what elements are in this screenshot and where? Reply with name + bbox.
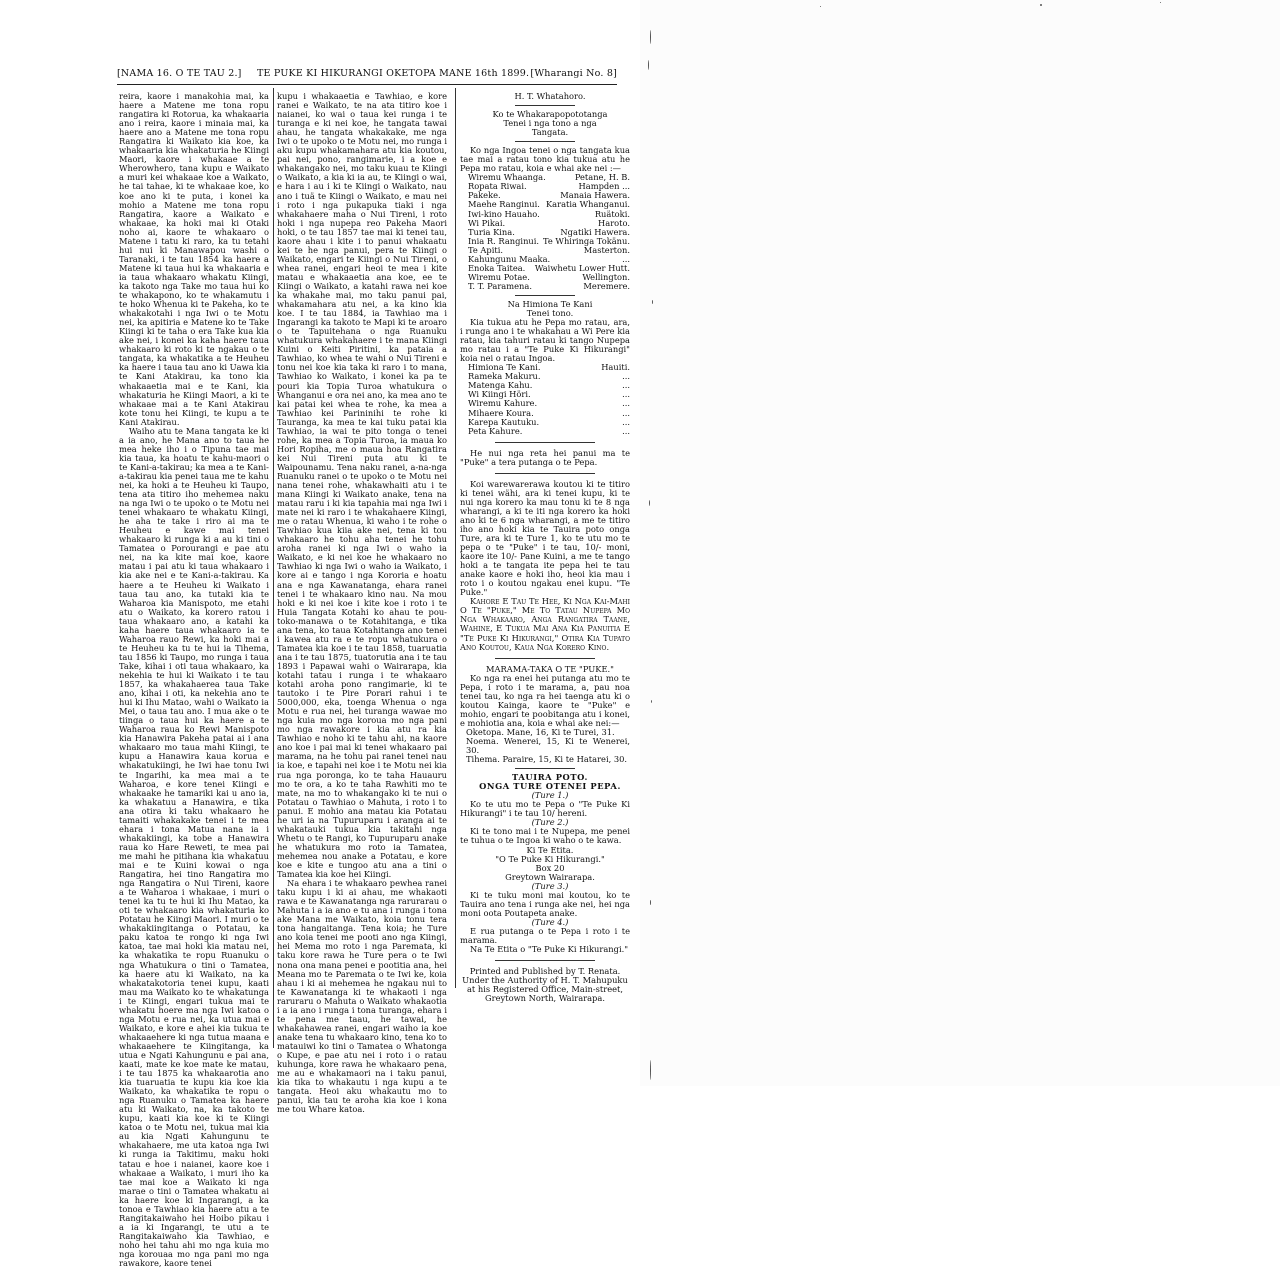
- rule-label: (Ture 4.): [531, 916, 569, 927]
- subscriber-list: [460, 173, 630, 291]
- address-line: "O Te Puke Ki Hikurangi.": [495, 853, 605, 864]
- rules-title: TAUIRA POTO.: [512, 772, 588, 783]
- subscriber-list: [460, 363, 630, 435]
- calendar-intro: Ko nga ra enei hei putanga atu mo te Pepa, i roto i te marama, a, pau noa tenei tau, ko nga ra hei taenga atu ki o koutou Kainga, kaore te "Puke" e mohio, engari te poobitanga atu i konei, e mohiotia ana, koia e whai ake nei:—: [460, 672, 630, 728]
- rule-label: (Ture 2.): [531, 817, 569, 828]
- list-item: T. T. Paramena. Meremere.: [468, 280, 630, 291]
- address-line: Ki Te Etita.: [526, 844, 574, 855]
- column-rule-2: [455, 88, 456, 988]
- notices-column: [460, 91, 630, 1004]
- divider: [515, 295, 575, 296]
- article-paragraph: Na ehara i te whakaaro pewhea ranei taku kupu i ki ai ahau, me whakaoti rawa e te Kawanatanga nga rarurarau o Mahuta i a ia ano e tu ana i runga i tona ake Mana me Waikato, koia tonu tera tona hangaitanga. Tena koia; he Ture ano koia tenei me pooti ano nga Kiingi, hei Mema mo roto i nga Paremata, ki taku kore rawa he Ture pera o te Iwi nona ona mana penei e pootitia ana, hei Meana mo te Paremata o te Iwi ke, koia ahau i ki ai mehemea he ngakau nui to te Kawanatanga ki te whakaoti i nga raruraru o Mahuta o Waikato whakaotia i a ia ano i runga i tona turanga, ehara i te pena me taau, he tawai, he whakahawea ranei, engari waiho ia koe anake tena tu whakaaro kino, tena ko to matauiwi ko tini o Tamatea o Whatonga o Kupe, e pae atu nei i roto i o ratau kuhunga, kore rawa he whakaaro pena, me au e whakamaori na i taku panui, kia tika to whakautu i nga kupu a te tangata. Heoi aku whakautu mo to panui, kia tau te aroha kia koe i kona me tou Whare katoa.: [277, 878, 447, 1115]
- calendar-title: MARAMA-TAKA O TE "PUKE.": [486, 663, 614, 674]
- list-item: Wi Pikai. Haroto.: [468, 217, 630, 228]
- editor-signoff: Na Te Etita o "Te Puke Ki Hikurangi.": [470, 944, 629, 955]
- list-item: Oketopa. Mane, 16, Ki te Turei, 31.: [466, 726, 615, 737]
- notice-title: Ko te Whakarapopototanga: [492, 109, 608, 120]
- header-rule: [117, 84, 617, 85]
- article-paragraph: reira, kaore i manakohia mai, ka haere a Matene me tona ropu rangatira ki Rotorua, ka whakaaria ano i reira, kaore i minaia mai, ka haere ano a Matene me tona ropu Rangatira ki Waikato kia koe, ka whakaaria kia whakaturia he Kiingi Maori, kaore i whakaae a te Wherowhero, tana kupu e Waikato a muri kei whakaae koe a Waikato, he tai tahae, ki te whakaae koe, ko koe ano ki te puta, i konei ka mohio a Matene me tona ropu Rangatira, kaore a Waikato e whakaae, ka hoki mai ki Otaki noho ai, kaore te whakaaro o Matene i tatu ki raro, ka tu tetahi hui nui ki Manawapou washi o Taranaki, i te tau 1854 ka haere a Matene ki taua hui ka whakaaria e ia taua whakaaro whakatu Kiingi, ka takoto nga Take mo taua hui ko te whakapono, ko te whakamutu i te hoko Whenua ki te Pakeha, ko te whakakotahi i nga Iwi o te Motu nei, ka apitiria e Matene ko te Take Kiingi ki te taha o era Take kua kia ake nei, i konei ka kaha haere taua whakaaro ki roto ki te ngakau o te tangata, ka whakatika a te Heuheu ka haere i taua tau ano ki Uawa kia te Kani Atakirau, ka tono kia whakaaetia mai e te Kani, kia whakaturia he Kiingi Maori, a ki te whakaae mai a te Kani Atakirau kote tonu hei Kiingi, te kupu a te Kani Atakirau.: [119, 91, 269, 427]
- rule-text: Ki te tuku moni mai koutou, ko te Tauira ano tena i runga ake nei, hei nga moni oota Poutapeta anake.: [460, 889, 630, 918]
- article-paragraph: Waiho atu te Mana tangata ke ki a ia ano, he Mana ano to taua he mea heke iho i o Tipuna tae mai kia taua, ka hoatu te kahu-maori o te Kani-a-takirau; ka mea a te Kani-a-takirau kia penei taua me te kahu nei, ka hoki a te Heuheu ki Taupo, tena ata titiro iho mehemea naku na nga Iwi o te upoko o te Motu nei tenei whakaaro te whakatu Kiingi, he aha te take i riro ai ma te Heuheu e kawe mai tenei whakaaro ki runga ki a au ki tini o Tamatea o Porourangi e pae atu nei, na ka kite mai koe, kaore matau i pai atu ki taua whakaaro i kia ake nei e te Kani-a-takirau. Ka haere a te Heuheu ki Waikato i taua tau ano, ka tutaki kia te Waharoa kia Manispoto, me etahi atu o Waikato, ka korero ratou i taua whakaaro ano, a katahi ka kaha haere taua whakaaro ia te Waharoa rauo Rewi, ka hoki mai a te Heuheu ka tu te hui ia Tihema, tau 1856 ki Taupo, mo runga i taua Take, kihai i oti taua whakaaro, ka nekehia te hui ki Waikato i te tau 1857, ka whakahaerea taua Take ano, kihai i oti, ka nekehia ano te hui ki Ihu Matao, wahi o Waikato ia Mei, o taua tau ano. I mua ake o te tiinga o taua hui ka haere a te Waharoa raua ko Rewi Manispoto kia Hanawira Pakeha patai ai i ana whakaaro mo taua mahi Kiingi, te kupu a Hanawira kaua korua e whakatukiingi, he Iwi hae tonu Iwi te Ingarihi, ka mea mai a te Waharoa, e kore tenei Kiingi e whakaake he tamariki kai u ano ia, ka whakatuu a Hanawira, e tika ana otira ki taku whakaaro he tamaiti whakakake tenei i te mea ehara i tona Matua nana ia i whakakiingi, ka tobe a Hanawira raua ko Hare Reweti, te mea pai me mahi he pitihana kia whakatuu mai e te Kuini kowai o nga Rangatira, hei tino Rangatira mo nga Rangatira o Nui Tireni, kaore a te Waharoa i whakaae, i muri o tenei ka tu te hui ki Ihu Matao, ka oti te whakaaro kia whakaturia ko Potatau he Kiingi Maori. I muri o te whakakiingitanga o Potatau, ka paku katoa te rongo ki nga Iwi katoa, tae mai hoki kia matau nei, ka whakatika te ropu Ruanuku o nga Whatukura o tini o Tamatea, ka haere atu ki Waikato, na ka whakatakotoria tenei kupu, kaati mau ma Waikato ko te whakatunga i te Kiingi, engari tukua mai te whakatu hoere ma nga Iwi katoa o nga Motu e rua nei, ka utua mai e Waikato, e kore e ahei kia tukua te whakaaehere ki nga tutua maana e whakaaehere te Kiingitanga, ka utua e Ngati Kahungunu e pai ana, kaati, mate ke koe mate ke matau, i te tau 1875 ka whakaarotia ano kia tuaruatia te kupu kia koe kia Waikato, ka whakatika te ropu o nga Ruanuku o Tamatea ka haere atu ki Waikato, na, ka takoto te kupu, kaati kia koe ki te Kiingi katoa o te Motu nei, tukua mai kia au kia Ngati Kahungunu te whakahaere, me uta katoa nga Iwi ki runga ia Takitimu, maku hoki tatau e hoe i naianei, kaore koe i whakaae a Waikato, i muri iho ka tae mai koe a Waikato ki nga marae o tini o Tamatea whakatu ai ka haere koe ki Ingarangi, a ka tonoa e Tawhiao kia haere atu a te Rangitakaiwaho hei Hoibo pikau i a ia ki Ingarangi, te utu a te Rangitakaiwaho kia Tawhiao, e noho hei tahu ahi mo nga kuia mo nga korouaa mo nga pani mo nga rawakore, kaore tenei: [119, 425, 269, 1268]
- list-item: Te Apiti. Masterton.: [468, 244, 630, 255]
- list-item: Peta Kahure. ...: [468, 425, 630, 436]
- page-number: [Wharangi No. 8]: [530, 68, 617, 79]
- divider: [515, 768, 575, 769]
- list-item: Maehe Ranginui. Karatia Whanganui.: [468, 199, 630, 210]
- divider: [495, 473, 595, 474]
- imprint: Printed and Published by T. Renata. Under the Authority of H. T. Mahupuku at his Registered Office, Main-street, Greytown North, Wairarapa.: [462, 966, 628, 1004]
- address-line: Box 20: [535, 862, 565, 873]
- section-title: Na Himiona Te Kani: [507, 298, 593, 309]
- list-item: Mihaere Koura. ...: [468, 407, 630, 418]
- reminder-notice: Koi warewarerawa koutou ki te titiro ki tenei wähi, ara ki tenei kupu, ki te nui nga korero ka mau tonu ki te 8 nga wharangi, a ki te iti nga korero ka hoki ano ki te 6 nga wharangi, a me te titiro iho ano hoki kia te Tauira poto onga Ture, ara ki te Ture 1, ko te utu mo te pepa o te "Puke" i te tau, 10/- moni, kaore ite 10/- Pane Kuini, a me te tango hoki a te tangata ite pepa hei te tau anake kaore e hoki iho, heoi kia mau i roto i o koutou ngakau enei kupu. "Te Puke.": [460, 478, 630, 598]
- divider: [515, 105, 575, 106]
- letters-notice: He nui nga reta hei panui ma te "Puke" a tera putanga o te Pepa.: [460, 447, 630, 467]
- notice-intro: Ko nga Ingoa tenei o nga tangata kua tae mai a ratau tono kia tukua atu he Pepa mo ratau, koia e whai ake nei :—: [460, 145, 630, 174]
- masthead-title: TE PUKE KI HIKURANGI OKETOPA MANE 16th 1899.: [257, 68, 530, 79]
- list-item: Turia Kina. Ngatiki Hawera.: [468, 226, 630, 237]
- section-intro: Kia tukua atu he Pepa mo ratau, ara, i runga ano i te whakahau a Wi Pere kia ratau, kia tahuri ratau ki tango Nupepa mo ratau i a "Te Puke Ki Hikurangi" koia nei o ratau Ingoa.: [460, 317, 630, 364]
- list-item: Wiremu Potae. Wellington.: [468, 271, 630, 282]
- list-item: Wiremu Whaanga. Petane, H. B.: [468, 172, 630, 183]
- author-signature: H. T. Whatahoro.: [514, 91, 586, 101]
- editorial-notice: Kahore E Tau Te Hee, Ki Nga Kai-Mahi O Te "Puke," Me To Tatau Nupepa Mo Nga Whakaaro, Anga Rangatira Taane, Wahine, E Tukua Mai Ana Kia Panuitia E "Te Puke Ki Hikurangi," Otira Kia Tupato Ano Koutou, Kaua Nga Korero Kino.: [460, 596, 630, 652]
- address-line: Greytown Wairarapa.: [505, 871, 595, 882]
- divider: [515, 141, 575, 142]
- list-item: Inia R. Ranginui. Te Whiringa Tokänu.: [468, 235, 630, 246]
- list-item: Enoka Taitea. Waiwhetu Lower Hutt.: [468, 262, 630, 273]
- calendar-dates: [460, 728, 630, 764]
- column-rule-1: [273, 88, 274, 1048]
- article-paragraph: kupu i whakaaetia e Tawhiao, e kore ranei e Waikato, te na ata titiro koe i naianei, ko wai o taua kei runga i te turanga e ki nei koe, he tangata tawai ahau, he tangata whakakake, me nga Iwi o te upoko o te Motu nei, mo runga i aku kupu whakamahara atu kia koutou, pai nei, pono, rangimarie, i a koe e whakangako nei, mo taku kuau te Kiingi o Waikato, a kia ki ia au, te Kiingi o wai, e hara i au i ki te Kiingi o Waikato, nau ano i tuä te Kiingi o Waikato, e mau nei i roto i nga pukapuka tiaki i nga whakahaere maha o Nui Tireni, i roto hoki i nga nupepa reo Pakeha Maori hoki, o te tau 1857 tae mai ki tenei tau, kaore ahau i kite i to panui whakaatu kei te he nga panui, pera te Kiingi o Waikato, engari te Kiingi o Nui Tireni, o whea ranei, engari heoi te mea i kite matau e whakaaetia ana koe, ee te Kiingi o Waikato, a katahi rawa nei koe ka whakahe mai, mo taku panui pai, whakamahara atu nei, a ka kino kia koe. I te tau 1884, ia Tawhiao ma i Ingarangi ka takoto te Mapi ki te aroaro o te Tapuitehana o nga Ruanuku whatukura whakahaere i te mana Kiingi Kuini o Keiti Piritini, ka pataia a Tawhiao, ko whea te wahi o Nui Tireni e tonu nei koe kia taka ki raro i to mana, Tawhiao ko Waikato, i konei ka pa te pouri kia Topia Turoa whatukura o Whanganui e ora nei ano, ka mea ano te kai patai kei whea te rohe, ka mea a Tawhiao kei Parininihi te rohe ki Tauranga, ka mea te kai tuku patai kia Tawhiao, ia wai te pito tonga o tenei rohe, ka mea a Topia Turoa, ia maua ko Hori Ropiha, me o maua hoa Rangatira kei Nui Tireni puta atu ki te Waipounamu. Tena naku ranei, a-na-nga Ruanuku ranei o te upoko o te Motu nei nana tenei rohe, whakawhaiti atu i te mana Kiingi ki Waikato anake, tena na matau raru i ki kia tapahia mai nga Iwi i mate nei ki raro i te whakahaere Kiingi, me o ratau Whenua, ki waho i te rohe o Tawhiao kua kiia ake nei, tena ki tou whakaaro he tohu aha tenei he tohu aroha ranei ki nga Iwi o waho ia Waikato, e ki nei koe he whakaaro no Tawhiao ki nga Iwi o waho ia Waikato, i kore ai e tango i nga Kororia e hoatu ana e nga Kawanatanga, ehara ranei tenei i te whakaaro kino nau. Na mou hoki e ki nei koe i kite koe i roto i te Huia Tangata Kotahi ko ahau te pou-toko-manawa o te Kotahitanga, e tika ana tena, ko taua Kotahitanga ano tenei i kawea atu ra e te ropu whatukura o Tamatea kia koe i te tau 1858, tuaruatia ana i te tau 1875, tuatorutia ana i te tau 1893 i Papawai wahi o Wairarapa, kia kotahi tatau i runga i te whakaaro kotahi aroha pono rangimarie, ki te tautoko i te Pire Porari rahui i te 5000,000, eka, toenga Whenua o nga Motu e rua nei, hei turanga wawae mo nga kuia mo nga koroua mo nga pani mo nga rawakore i kia atu ra kia Tawhiao e noho ki te tahu ahi, na kaore ano koe i pai mai ki tenei whakaaro pai marama, na he tohu pai ranei tenei nau ia koe, e tapahi nei koe i te Motu nei kia rua nga poronga, ko te taha Hauauru mo te ora, a ko te taha Rawhiti mo te mate, na mo to whakangako ki te nui o Potatau o Tawhiao o Mahuta, i roto i to panui. E mohio ana matau kia Potatau he uri ia na Tupuruparu i aranga ai te whakatauki tukua kia takitahi nga Whetu o te Rangi, ko Tupuruparu anake he whatukura mo roto ia Tamatea, mehemea nou anake a Potatau, e kore koe e kite e tungoo atu ana a tini o Tamatea kia koe hei Kiingi.: [277, 91, 447, 880]
- scan-noise: [640, 0, 1280, 1086]
- list-item: Rameka Makuru. ...: [468, 371, 630, 382]
- list-item: Ropata Riwai. Hampden ...: [468, 181, 630, 192]
- article-column-1: [119, 91, 269, 1268]
- issue-number: [NAMA 16. O TE TAU 2.]: [117, 68, 242, 79]
- list-item: Matenga Kahu. ...: [468, 380, 630, 391]
- rules-subtitle: ONGA TURE OTENEI PEPA.: [479, 781, 621, 792]
- list-item: Wiremu Kahure. ...: [468, 398, 630, 409]
- list-item: Karepa Kautuku. ...: [468, 416, 630, 427]
- rule-text: E rua putanga o te Pepa i roto i te marama.: [460, 925, 630, 945]
- list-item: Pakeke. Manaia Hawera.: [468, 190, 630, 201]
- rule-text: Ki te tono mai i te Nupepa, me penei te tuhua o te Ingoa ki waho o te kawa.: [460, 826, 630, 846]
- section-subtitle: Tenei tono.: [526, 307, 574, 318]
- notice-subtitle: Tenei i nga tono a nga: [503, 118, 597, 129]
- list-item: Tihema. Paraire, 15, Ki te Hatarei, 30.: [466, 754, 628, 765]
- list-item: Noema. Wenerei, 15, Ki te Wenerei, 30.: [466, 736, 630, 756]
- notice-subtitle: Tangata.: [531, 127, 569, 138]
- list-item: Kahungunu Maaka. ...: [468, 253, 630, 264]
- list-item: Wi Kiingi Höri. ...: [468, 389, 630, 400]
- rule-label: (Ture 1.): [531, 790, 569, 801]
- divider: [495, 442, 595, 443]
- article-column-2: [277, 91, 447, 1115]
- rule-label: (Ture 3.): [531, 880, 569, 891]
- divider: [495, 960, 595, 961]
- divider: [495, 658, 595, 659]
- page-header: [117, 68, 617, 82]
- rule-text: Ko te utu mo te Pepa o "Te Puke Ki Hikurangi" i te tau 10/ hereni.: [460, 799, 630, 819]
- list-item: Iwi-kino Hauaho. Ruätoki.: [468, 208, 630, 219]
- list-item: Himiona Te Kani. Hauiti.: [468, 362, 630, 373]
